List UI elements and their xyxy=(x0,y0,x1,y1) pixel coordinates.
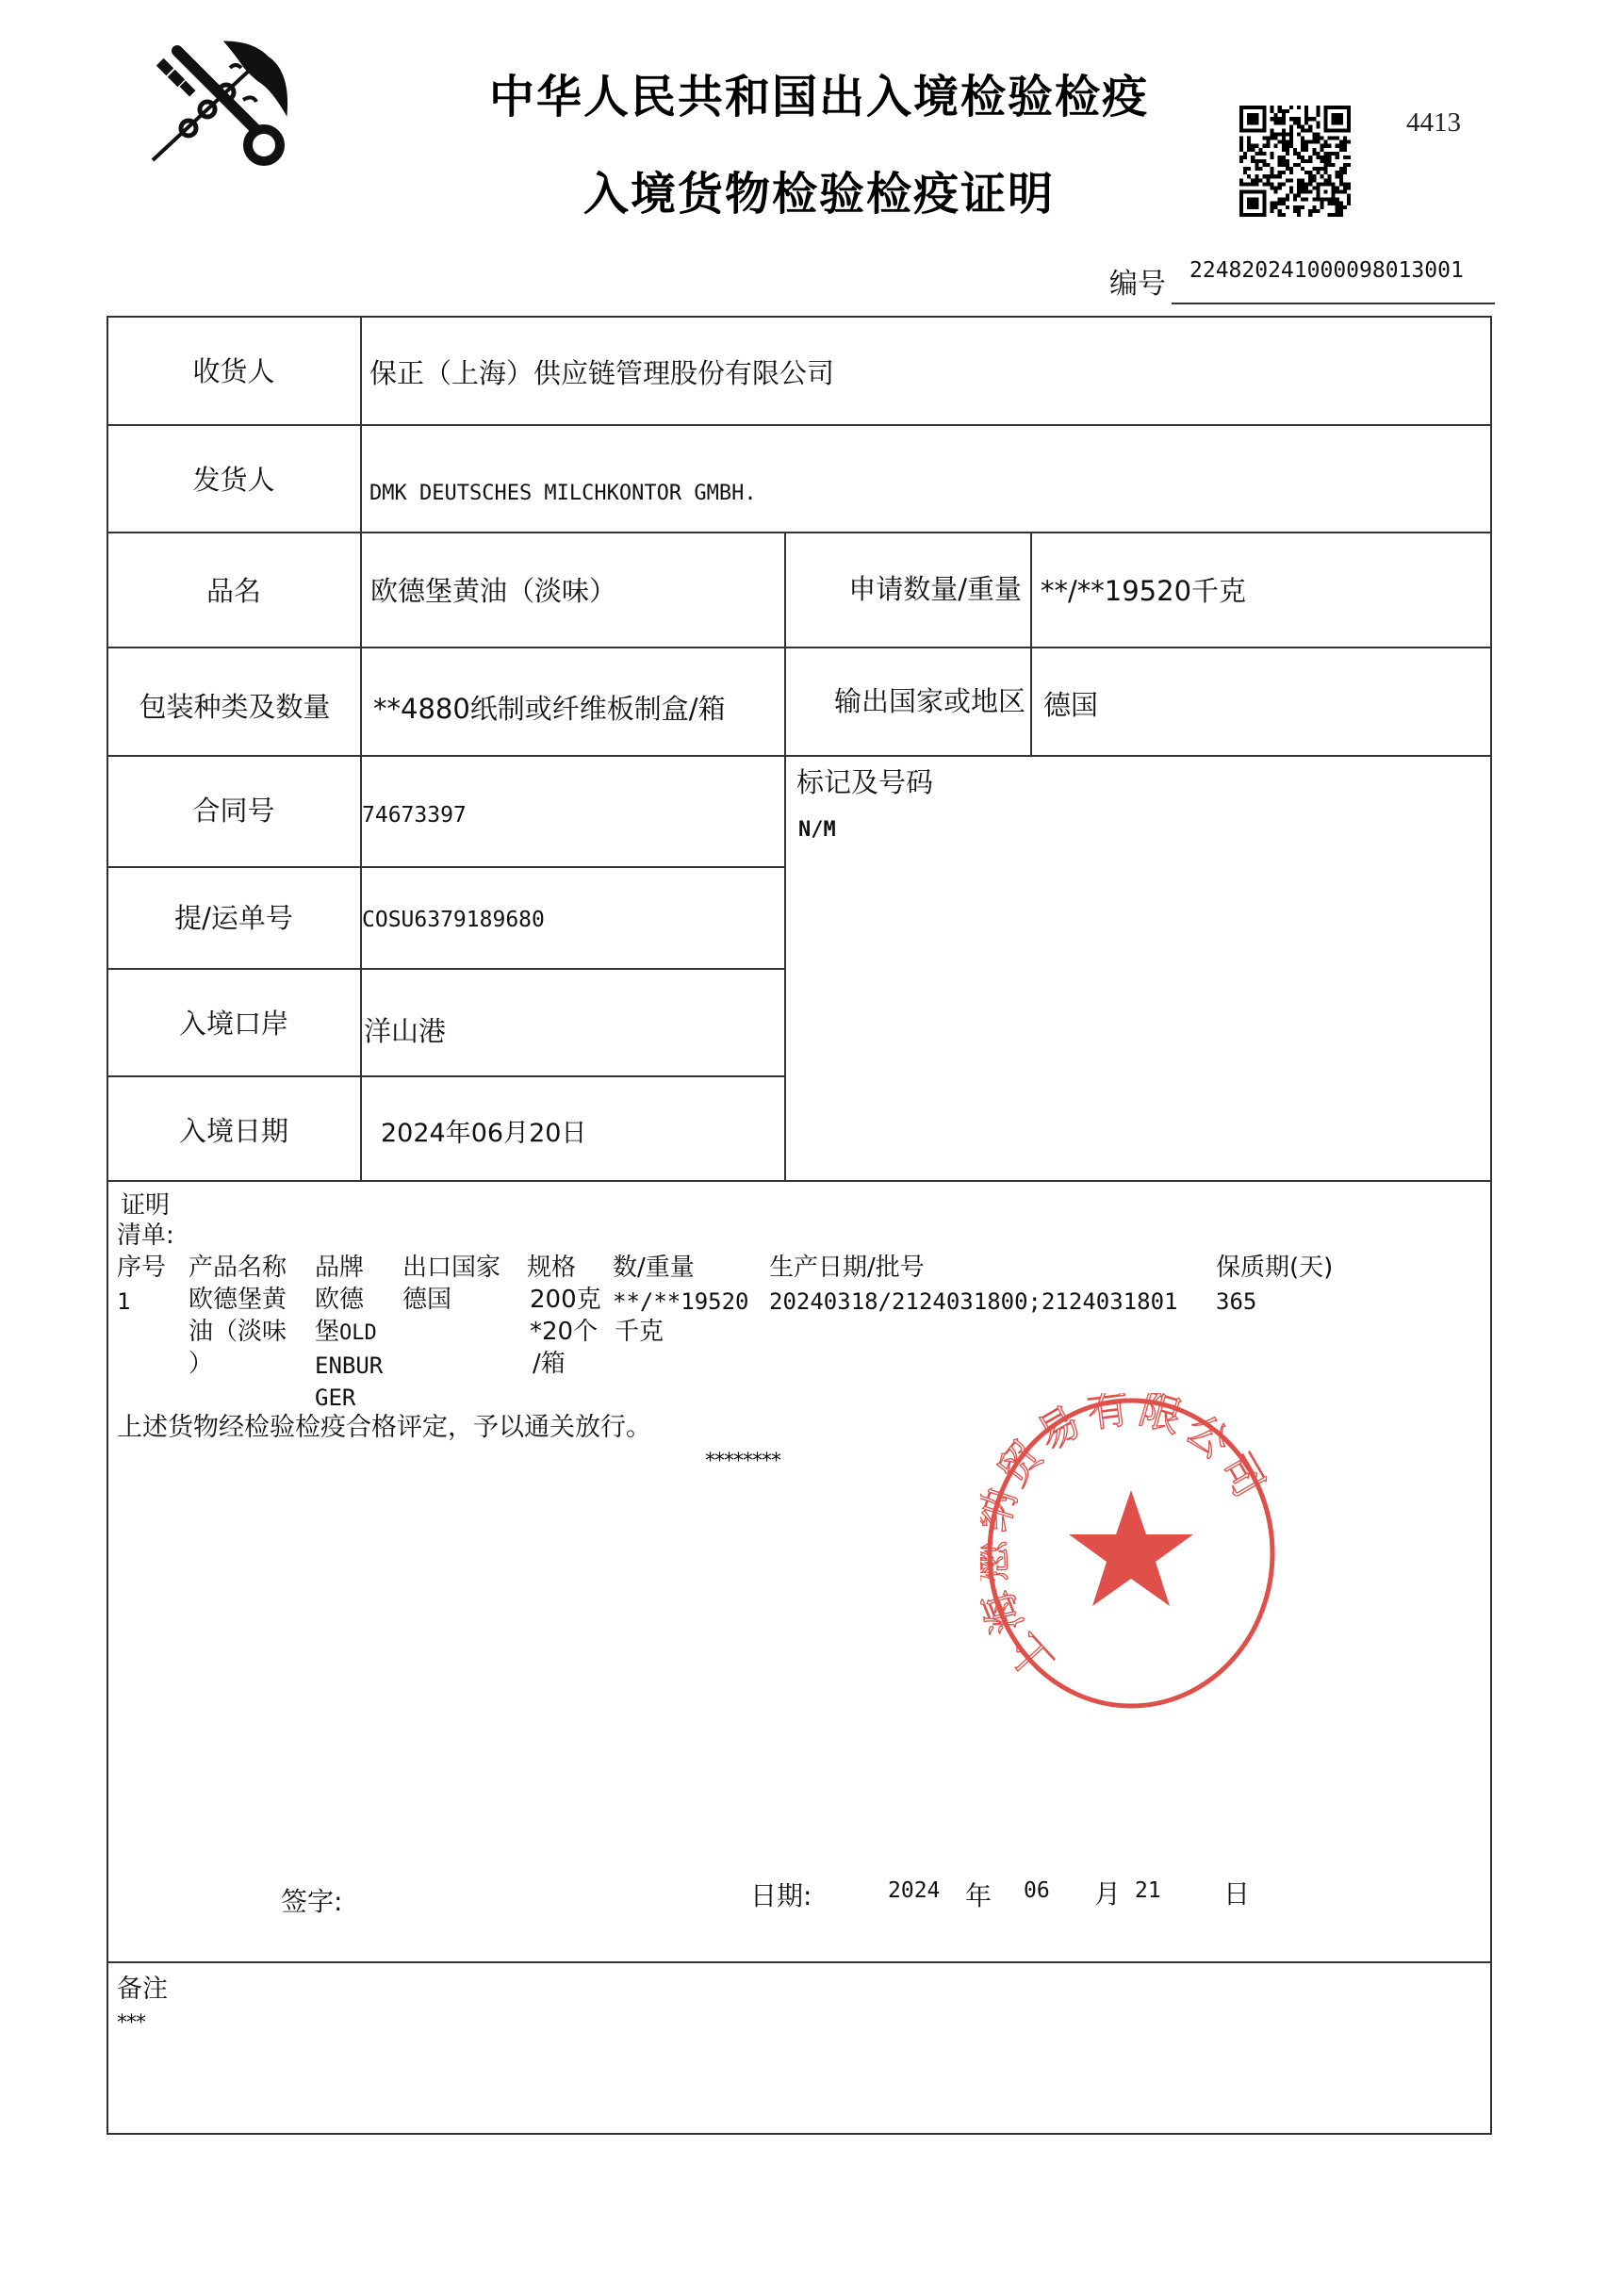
col-header-quantity: 数/重量 xyxy=(613,1254,695,1282)
col-header-brand: 品牌 xyxy=(315,1254,365,1282)
marks-value: N/M xyxy=(798,818,836,842)
col-line xyxy=(360,316,362,1181)
inspection-statement: 上述货物经检验检疫合格评定，予以通关放行。 xyxy=(117,1413,651,1442)
row-line xyxy=(107,1180,1492,1182)
col-line xyxy=(784,532,786,1181)
svg-text:上海懋纳贸易有限公司: 上 贸易有限公司 xyxy=(989,1393,1276,1687)
consignee-value: 保正（上海）供应链管理股份有限公司 xyxy=(369,357,835,389)
product-name-value: 欧德堡黄油（淡味） xyxy=(370,575,617,607)
document-title-line1: 中华人民共和国出入境检验检疫 xyxy=(489,71,1150,123)
entry-date-label: 入境日期 xyxy=(178,1115,288,1147)
consignee-label: 收货人 xyxy=(192,355,275,387)
page-code: 4413 xyxy=(1406,107,1461,138)
row-spec-line: /箱 xyxy=(533,1350,566,1378)
col-header-spec: 规格 xyxy=(527,1254,577,1282)
row-name-line: 油（淡味 xyxy=(189,1318,287,1346)
row-line xyxy=(107,968,785,970)
row-brand-line: 欧德 xyxy=(315,1286,365,1314)
row-line xyxy=(107,1075,785,1077)
row-line xyxy=(107,424,1492,426)
date-day: 21 xyxy=(1135,1878,1161,1903)
bill-of-lading-value: COSU6379189680 xyxy=(362,908,545,932)
remarks-value: *** xyxy=(117,2011,145,2035)
col-header-country: 出口国家 xyxy=(402,1254,501,1282)
company-seal-icon xyxy=(980,1393,1282,1713)
certificate-title: 证明 xyxy=(121,1191,171,1220)
date-day-unit: 日 xyxy=(1223,1878,1251,1910)
row-line xyxy=(107,1961,1492,1963)
origin-country-label: 输出国家或地区 xyxy=(833,685,1025,717)
row-brand-line: 堡OLD xyxy=(315,1318,377,1346)
row-quantity-line: 千克 xyxy=(615,1318,664,1346)
certificate-number-label: 编号 xyxy=(1109,268,1166,301)
quantity-value: **/**19520千克 xyxy=(1041,575,1247,607)
entry-port-label: 入境口岸 xyxy=(178,1008,288,1040)
col-header-shelf-life: 保质期(天) xyxy=(1216,1254,1334,1282)
product-name-label: 品名 xyxy=(205,575,261,607)
date-year-unit: 年 xyxy=(965,1880,992,1911)
origin-country-value: 德国 xyxy=(1043,689,1099,721)
document-title-line2: 入境货物检验检疫证明 xyxy=(583,168,1056,221)
row-country: 德国 xyxy=(402,1286,452,1314)
table-border-bottom xyxy=(107,2133,1492,2135)
packing-label: 包装种类及数量 xyxy=(139,691,331,723)
col-header-name: 产品名称 xyxy=(189,1254,287,1282)
consignor-label: 发货人 xyxy=(192,464,275,496)
date-month: 06 xyxy=(1024,1878,1050,1903)
row-name-line: 欧德堡黄 xyxy=(189,1286,287,1314)
company-seal xyxy=(980,1393,1282,1713)
table-border-top xyxy=(107,316,1492,318)
row-batch: 20240318/2124031800;2124031801 xyxy=(769,1288,1178,1315)
contract-number-label: 合同号 xyxy=(192,795,275,827)
row-brand-line: ENBUR xyxy=(315,1352,384,1379)
qr-code xyxy=(1239,106,1351,217)
row-quantity-line: **/**19520 xyxy=(613,1288,749,1315)
table-border-right xyxy=(1490,316,1492,2135)
row-line xyxy=(107,755,1492,757)
col-header-batch: 生产日期/批号 xyxy=(769,1254,925,1282)
entry-port-value: 洋山港 xyxy=(364,1015,447,1047)
contract-number-value: 74673397 xyxy=(362,803,467,828)
row-seq: 1 xyxy=(117,1288,131,1315)
entry-date-value: 2024年06月20日 xyxy=(381,1119,587,1148)
col-line xyxy=(1030,532,1032,756)
date-month-unit: 月 xyxy=(1094,1878,1122,1910)
qr-code-icon xyxy=(1239,106,1351,217)
customs-emblem-icon xyxy=(149,34,292,168)
row-spec-line: 200克 xyxy=(530,1286,601,1314)
row-line xyxy=(107,647,1492,648)
list-label: 清单: xyxy=(117,1221,174,1250)
certificate-number: 224820241000098013001 xyxy=(1189,258,1464,283)
signature-label: 签字: xyxy=(281,1886,343,1917)
number-underline xyxy=(1172,303,1495,304)
remarks-label: 备注 xyxy=(117,1975,168,2004)
row-shelf-life: 365 xyxy=(1216,1288,1257,1315)
row-line xyxy=(107,532,1492,533)
consignor-value: DMK DEUTSCHES MILCHKONTOR GMBH. xyxy=(369,482,757,505)
bill-of-lading-label: 提/运单号 xyxy=(174,902,293,934)
masked-stars: ******** xyxy=(705,1450,780,1473)
date-year: 2024 xyxy=(888,1878,941,1903)
quantity-label: 申请数量/重量 xyxy=(848,573,1022,605)
date-label: 日期: xyxy=(750,1880,812,1911)
col-header-seq: 序号 xyxy=(117,1254,167,1282)
packing-value: **4880纸制或纤维板制盒/箱 xyxy=(373,693,726,725)
row-line xyxy=(107,866,785,868)
marks-label: 标记及号码 xyxy=(796,766,934,798)
row-brand-line: GER xyxy=(315,1385,356,1411)
row-spec-line: *20个 xyxy=(530,1318,599,1346)
row-name-line: ） xyxy=(189,1350,214,1378)
customs-emblem-logo xyxy=(149,34,292,168)
